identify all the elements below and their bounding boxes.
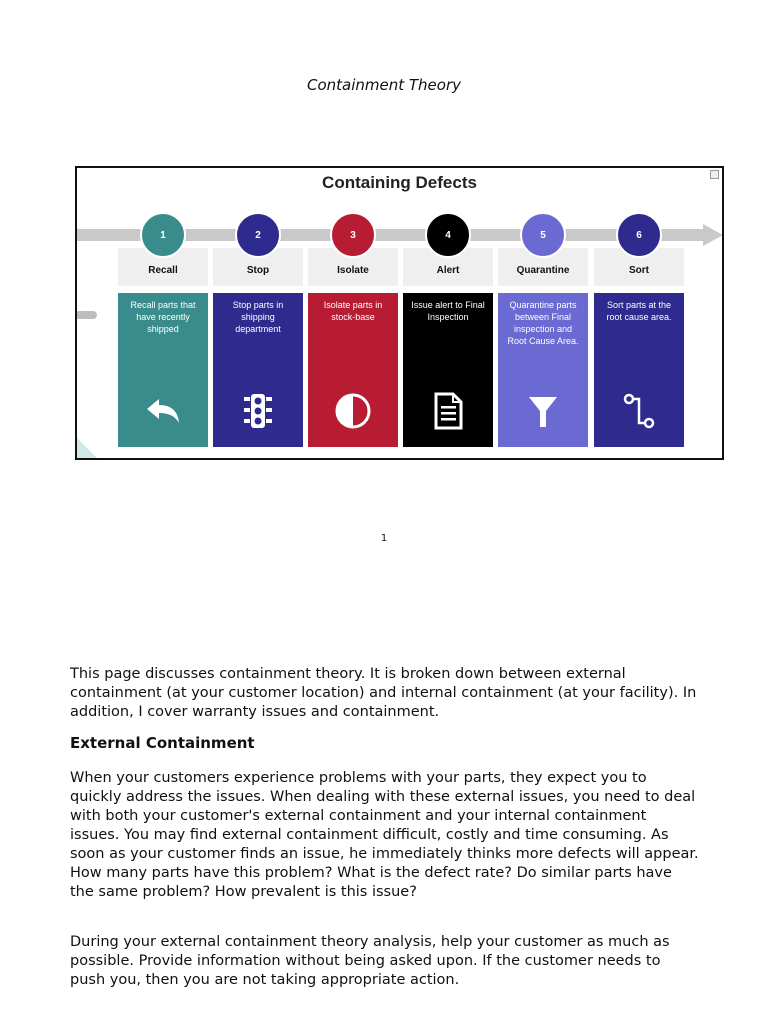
traffic-light-icon bbox=[238, 391, 278, 431]
filter-icon bbox=[523, 391, 563, 431]
step-label: Stop bbox=[213, 248, 303, 286]
containing-defects-infographic bbox=[75, 166, 724, 460]
step-card bbox=[594, 293, 684, 447]
intro-paragraph: This page discusses containment theory. It is broken down between external containment (at your customer location) and internal containment (at your facility). In addition, I cover warranty issues and containment. bbox=[70, 666, 697, 720]
section-heading: External Containment bbox=[70, 734, 255, 752]
step-quarantine bbox=[498, 168, 588, 460]
step-label: Quarantine bbox=[498, 248, 588, 286]
flow-connector-icon bbox=[619, 391, 659, 431]
step-description: Sort parts at the root cause area. bbox=[606, 300, 672, 322]
step-alert bbox=[403, 168, 493, 460]
step-number-badge: 6 bbox=[616, 212, 662, 258]
step-card bbox=[213, 293, 303, 447]
step-isolate bbox=[308, 168, 398, 460]
document-title: Containment Theory bbox=[306, 76, 462, 94]
step-label: Isolate bbox=[308, 248, 398, 286]
corner-decoration bbox=[77, 438, 97, 458]
step-card bbox=[498, 293, 588, 447]
process-arrow-head bbox=[703, 224, 723, 246]
document-icon bbox=[428, 391, 468, 431]
step-description: Quarantine parts between Final inspection and Root Cause Area. bbox=[507, 300, 579, 346]
step-number-badge: 3 bbox=[330, 212, 376, 258]
step-number-badge: 5 bbox=[520, 212, 566, 258]
page-number: 1 bbox=[380, 533, 388, 544]
step-label: Recall bbox=[118, 248, 208, 286]
step-stop bbox=[213, 168, 303, 460]
step-card bbox=[403, 293, 493, 447]
side-tab-icon bbox=[75, 311, 97, 319]
step-number-badge: 4 bbox=[425, 212, 471, 258]
step-card bbox=[308, 293, 398, 447]
infographic-title: Containing Defects bbox=[322, 173, 477, 192]
step-description: Issue alert to Final Inspection bbox=[411, 300, 485, 322]
step-label: Sort bbox=[594, 248, 684, 286]
step-number-badge: 1 bbox=[140, 212, 186, 258]
step-card bbox=[118, 293, 208, 447]
step-description: Recall parts that have recently shipped bbox=[130, 300, 196, 334]
half-circle-icon bbox=[333, 391, 373, 431]
step-label: Alert bbox=[403, 248, 493, 286]
step-number-badge: 2 bbox=[235, 212, 281, 258]
step-description: Isolate parts in stock-base bbox=[323, 300, 383, 322]
step-sort bbox=[594, 168, 684, 460]
section-paragraph: When your customers experience problems with your parts, they expect you to quickly address the issues. When dealing with these external issues, you need to deal with both your customer's external containment and your internal containment issues. You may find external containment difficult, costly and time consuming. As soon as your customer finds an issue, he immediately thinks more defects will appear. How many parts have this problem? What is the defect rate? Do similar parts have the same problem? How prevalent is this issue? bbox=[70, 770, 699, 900]
undo-arrow-icon bbox=[143, 391, 183, 431]
step-recall bbox=[118, 168, 208, 460]
step-description: Stop parts in shipping department bbox=[232, 300, 284, 334]
section-paragraph: During your external containment theory analysis, help your customer as much as possible. Provide information without being asked upon. If the customer needs to push you, then you are not taking appropriate action. bbox=[70, 934, 670, 988]
